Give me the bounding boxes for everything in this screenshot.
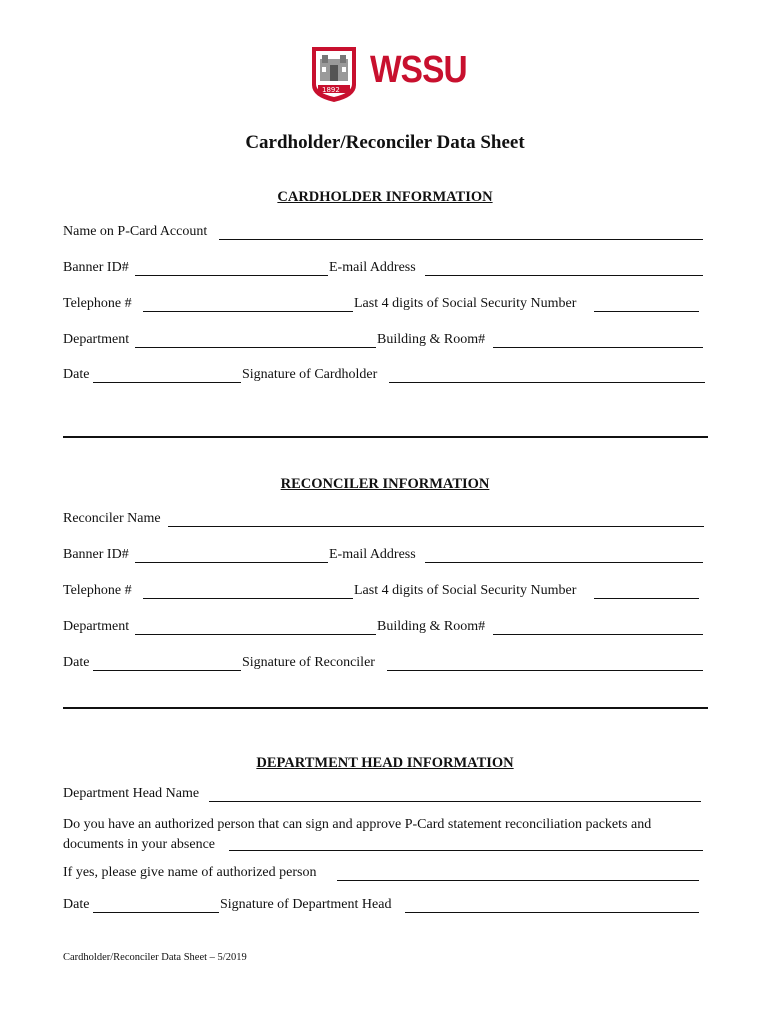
page-title: Cardholder/Reconciler Data Sheet — [245, 132, 525, 153]
question-answer-field[interactable] — [229, 850, 703, 851]
reconciler-department-row — [63, 619, 703, 637]
ssn-label: Last 4 digits of Social Security Number — [354, 583, 577, 598]
department-field[interactable] — [135, 347, 376, 348]
name-label: Reconciler Name — [63, 511, 161, 526]
reconciler-date-row — [63, 655, 703, 673]
date-label: Date — [63, 655, 90, 670]
ssn-field[interactable] — [594, 311, 699, 312]
department-label: Department — [63, 619, 130, 634]
signature-field[interactable] — [389, 382, 705, 383]
reconciler-banner-row — [63, 547, 703, 565]
building-label: Building & Room# — [377, 619, 486, 634]
signature-field[interactable] — [405, 912, 699, 913]
authorized-label: If yes, please give name of authorized person — [63, 865, 317, 880]
reconciler-heading: RECONCILER INFORMATION — [280, 476, 490, 492]
name-field[interactable] — [168, 526, 704, 527]
reconciler-telephone-row — [63, 583, 703, 601]
name-field[interactable] — [209, 801, 701, 802]
wssu-logo — [308, 45, 468, 105]
ssn-field[interactable] — [594, 598, 699, 599]
authorized-person-row — [63, 865, 699, 883]
telephone-field[interactable] — [143, 598, 353, 599]
university-seal-icon — [308, 45, 360, 103]
email-label: E-mail Address — [329, 547, 416, 562]
name-label: Name on P-Card Account — [63, 224, 208, 239]
cardholder-date-row — [63, 367, 705, 385]
date-label: Date — [63, 897, 90, 912]
banner-id-field[interactable] — [135, 275, 328, 276]
cardholder-department-row — [63, 332, 703, 350]
date-field[interactable] — [93, 670, 241, 671]
cardholder-heading: CARDHOLDER INFORMATION — [277, 189, 493, 205]
reconciler-name-row — [63, 511, 704, 529]
telephone-label: Telephone # — [63, 296, 132, 311]
signature-field[interactable] — [387, 670, 703, 671]
signature-label: Signature of Department Head — [220, 897, 392, 912]
department-label: Department — [63, 332, 130, 347]
name-label: Department Head Name — [63, 786, 200, 801]
cardholder-name-row — [63, 224, 703, 242]
telephone-label: Telephone # — [63, 583, 132, 598]
cardholder-banner-row — [63, 260, 703, 278]
date-label: Date — [63, 367, 90, 382]
banner-id-field[interactable] — [135, 562, 328, 563]
authorized-question — [63, 815, 708, 855]
section-divider — [63, 436, 708, 438]
date-field[interactable] — [93, 912, 219, 913]
seal-year: 1892 — [322, 86, 340, 94]
department-field[interactable] — [135, 634, 376, 635]
section-divider — [63, 707, 708, 709]
email-label: E-mail Address — [329, 260, 416, 275]
page-footer: Cardholder/Reconciler Data Sheet – 5/2019 — [63, 952, 247, 963]
banner-label: Banner ID# — [63, 547, 129, 562]
banner-label: Banner ID# — [63, 260, 129, 275]
signature-label: Signature of Reconciler — [242, 655, 375, 670]
building-field[interactable] — [493, 634, 703, 635]
email-field[interactable] — [425, 275, 703, 276]
email-field[interactable] — [425, 562, 703, 563]
date-field[interactable] — [93, 382, 241, 383]
ssn-label: Last 4 digits of Social Security Number — [354, 296, 577, 311]
building-field[interactable] — [493, 347, 703, 348]
question-text: Do you have an authorized person that can sign and approve P-Card statement reconciliation packets and documents in your absence — [63, 817, 652, 852]
building-label: Building & Room# — [377, 332, 486, 347]
name-field[interactable] — [219, 239, 703, 240]
signature-label: Signature of Cardholder — [242, 367, 378, 382]
telephone-field[interactable] — [143, 311, 353, 312]
department-head-heading: DEPARTMENT HEAD INFORMATION — [256, 755, 514, 771]
cardholder-telephone-row — [63, 296, 703, 314]
wssu-wordmark: WSSU — [370, 49, 467, 91]
authorized-person-field[interactable] — [337, 880, 699, 881]
department-head-date-row — [63, 897, 699, 915]
department-head-name-row — [63, 786, 701, 804]
